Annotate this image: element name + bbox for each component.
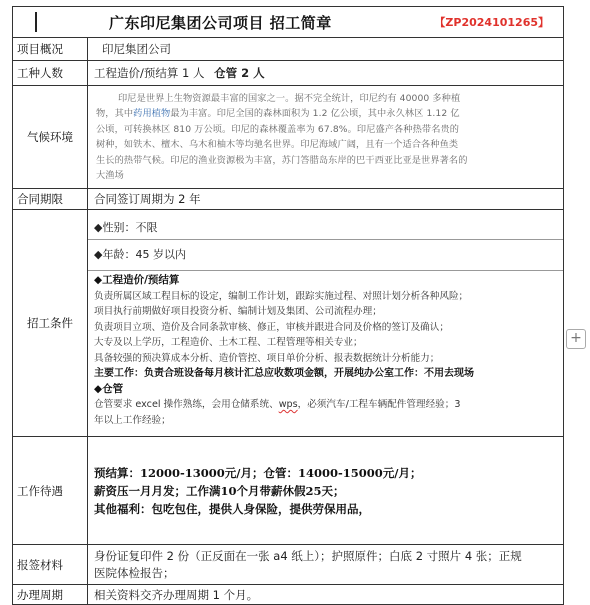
period-label: 办理周期 [13, 585, 88, 605]
wps-word: wps [278, 399, 298, 410]
conditions-label: 招工条件 [13, 210, 88, 437]
job-cost-line: 大专及以上学历，工程造价、土木工程、工程管理等相关专业； [94, 337, 363, 348]
condition-jobs [88, 271, 563, 430]
job-cost-line: 项目执行前期做好项目投资分析、编制计划及集团、公司流程办理； [94, 306, 382, 317]
positions-value [88, 61, 564, 86]
row-conditions [13, 210, 564, 437]
contract-value: 合同签订周期为 2 年 [88, 189, 564, 210]
job-warehouse-title: ◆仓管 [94, 382, 124, 395]
add-button[interactable]: + [566, 329, 586, 349]
info-table [12, 37, 564, 605]
positions-warehouse: 仓管 2 人 [214, 66, 265, 80]
materials-line: 身份证复印件 2 份（正反面在一张 a4 纸上）；护照原件；白底 2 寸照片 4 张；正规 [94, 548, 522, 563]
job-warehouse-text: 仓管要求 excel 操作熟练，会用仓储系统、 [94, 399, 279, 410]
job-cost-line: 负责所属区域工程目标的设定，编制工作计划，跟踪实施过程、对照计划分析各种风险； [94, 290, 469, 302]
row-materials [13, 545, 564, 585]
job-warehouse-line: 年以上工作经验； [94, 414, 171, 426]
job-cost-line: 负责项目立项、造价及合同条款审核、修正，审核并跟进合同及价格的签订及确认； [94, 321, 449, 333]
pay-line: 薪资压一月月发；工作满10个月带薪休假25天； [94, 483, 345, 498]
materials-cell [88, 545, 564, 585]
overview-value: 印尼集团公司 [88, 38, 564, 61]
job-warehouse-text: ，必须汽车/工程车辆配件管理经验；3 [297, 399, 461, 410]
pay-line: 预结算：12000-13000元/月；仓管：14000-15000元/月； [94, 465, 422, 480]
job-cost-title: ◆工程造价/预结算 [94, 274, 180, 286]
overview-label: 项目概况 [13, 38, 88, 61]
treatment-label: 工作待遇 [13, 437, 88, 545]
medicinal-plants-link[interactable]: 药用植物 [133, 108, 171, 119]
title-marker [35, 12, 37, 32]
condition-gender: ◆性别：不限 [88, 216, 563, 240]
positions-label: 工种人数 [13, 61, 88, 86]
materials-label: 报签材料 [13, 545, 88, 585]
climate-label: 气候环境 [13, 86, 88, 189]
climate-line: 大渔场 [96, 170, 124, 181]
row-period [13, 585, 564, 605]
pay-line: 其他福利：包吃包住，提供人身保险，提供劳保用品， [94, 501, 370, 516]
materials-line: 医院体检报告； [94, 565, 175, 580]
climate-line: 树种，如铁木、檀木、乌木和柚木等均驰名世界。印尼海域广阔，且有一个适合各种鱼类 [96, 139, 459, 150]
climate-line: 生长的热带气候。印尼的渔业资源极为丰富，苏门答腊岛东岸的巴干西亚比亚是世界著名的 [96, 154, 468, 166]
condition-age: ◆年龄：45 岁以内 [88, 240, 563, 271]
treatment-cell [88, 437, 564, 545]
climate-line: 公顷，可转换林区 810 万公顷。印尼的森林覆盖率为 67.8%。印尼盛产各种热带名贵的 [96, 123, 460, 135]
contract-label: 合同期限 [13, 189, 88, 210]
row-contract [13, 189, 564, 210]
climate-text [88, 86, 564, 189]
row-climate [13, 86, 564, 189]
job-cost-main-work: 主要工作：负责合班设备每月核计汇总应收数项金额，开展纯办公室工作：不用去现场 [94, 368, 474, 379]
recruitment-notice [12, 6, 564, 605]
row-positions [13, 61, 564, 86]
conditions-cell [88, 210, 564, 437]
climate-line: 最为丰富。印尼全国的森林面积为 1.2 亿公顷，其中永久林区 1.12 亿 [170, 108, 460, 119]
row-overview [13, 38, 564, 61]
period-value: 相关资料交齐办理周期 1 个月。 [88, 585, 564, 605]
row-treatment [13, 437, 564, 545]
title-bar [12, 6, 564, 37]
climate-line: 印尼是世界上生物资源最丰富的国家之一。据不完全统计，印尼约有 40000 多种植 [118, 92, 461, 104]
job-warehouse-line [94, 397, 557, 413]
job-cost-line: 具备较强的预决算成本分析、造价管控、项目单价分析、报表数据统计分析能力； [94, 352, 440, 364]
page-title: 广东印尼集团公司项目 招工简章 [109, 14, 332, 32]
positions-cost: 工程造价/预结算 1 人 [94, 66, 205, 80]
notice-code: 【ZP2024101265】 [434, 16, 549, 29]
climate-line: 物，其中 [96, 108, 134, 119]
